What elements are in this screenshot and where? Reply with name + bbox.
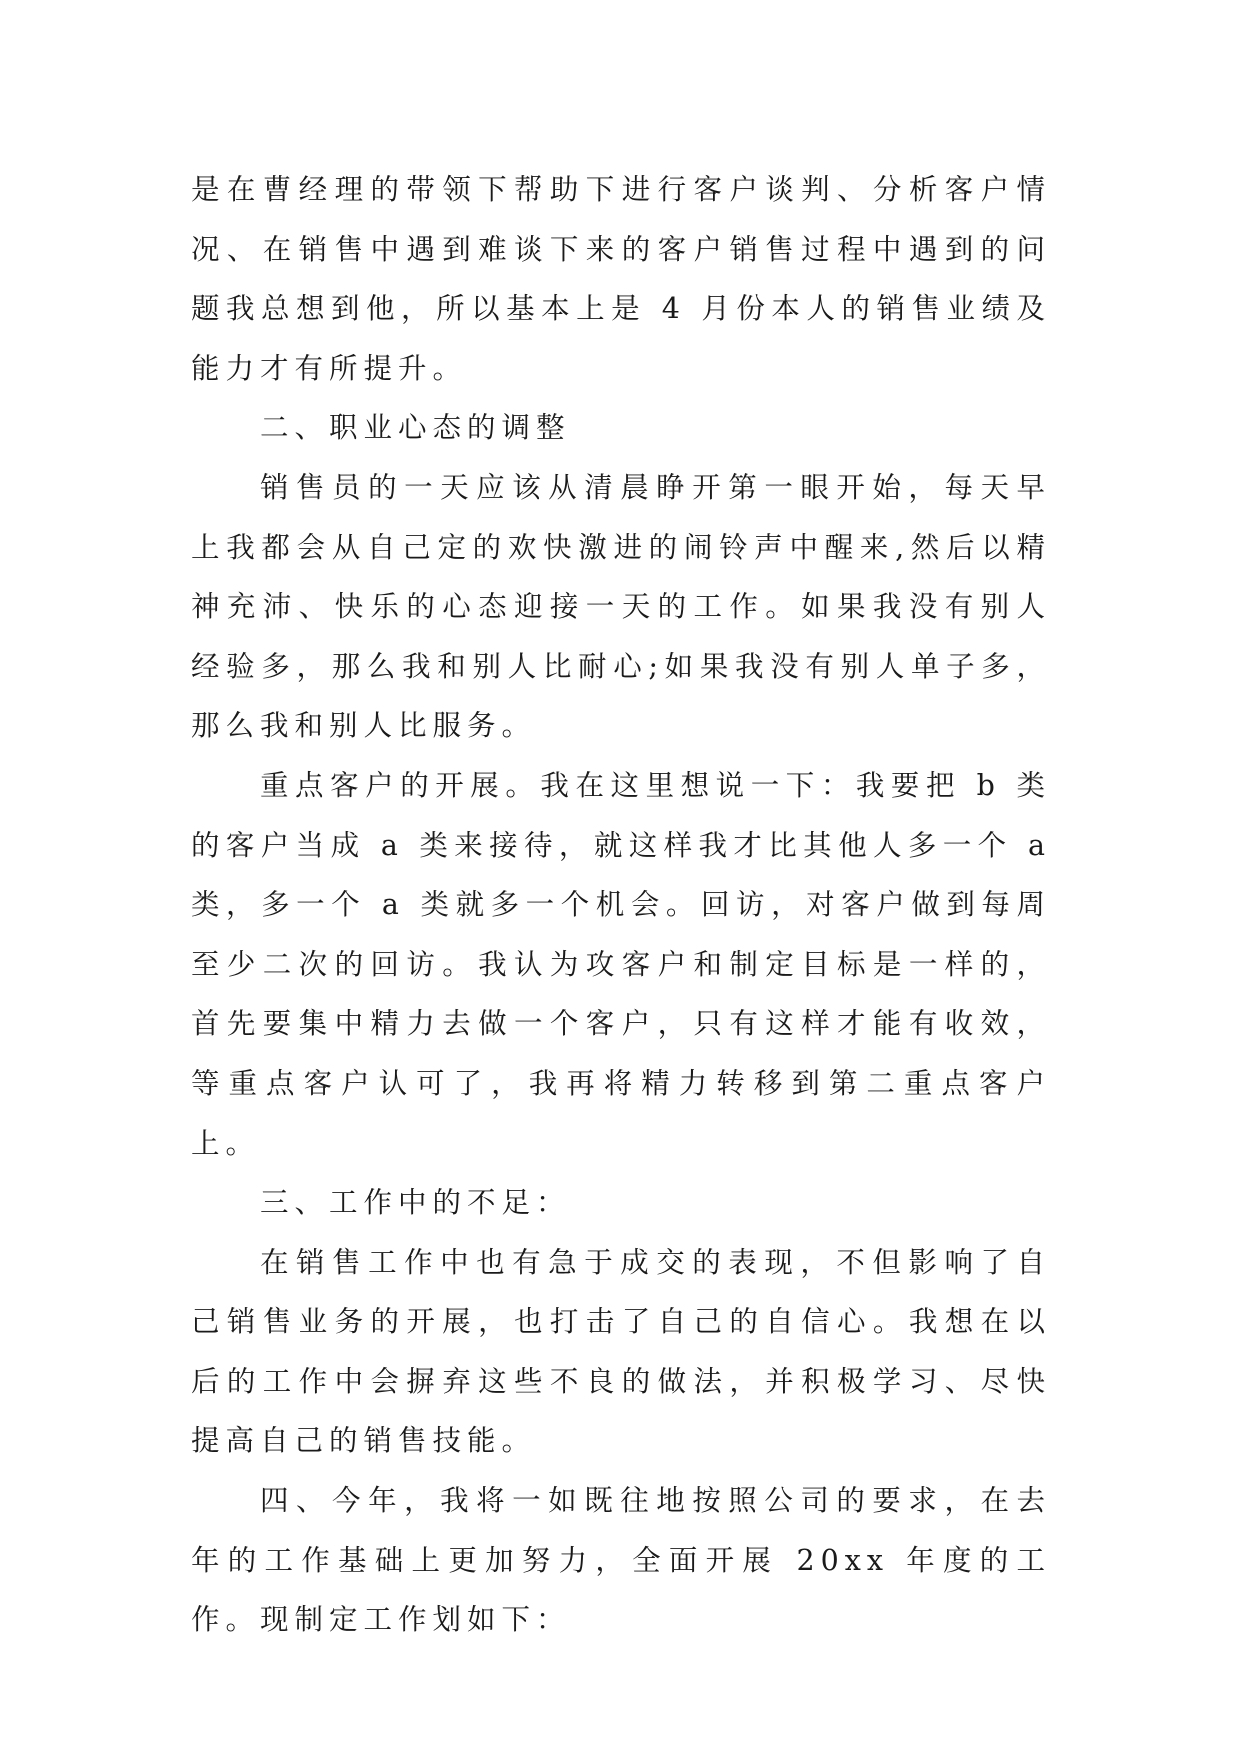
document-body — [191, 160, 1051, 1650]
paragraph-6: 在销售工作中也有急于成交的表现，不但影响了自己销售业务的开展，也打击了自己的自信心。我想在以后的工作中会摒弃这些不良的做法，并积极学习、尽快提高自己的销售技能。 — [191, 1245, 1051, 1458]
paragraph-1: 是在曹经理的带领下帮助下进行客户谈判、分析客户情况、在销售中遇到难谈下来的客户销售过程中遇到的问题我总想到他，所以基本上是 4 月份本人的销售业绩及能力才有所提升。 — [191, 173, 1051, 385]
section-heading-4: 四、今年，我将一如既往地按照公司的要求，在去年的工作基础上更加努力，全面开展 20xx 年度的工作。现制定工作划如下： — [191, 1484, 1051, 1637]
paragraph-3: 销售员的一天应该从清晨睁开第一眼开始，每天早上我都会从自己定的欢快激进的闹铃声中醒来,然后以精神充沛、快乐的心态迎接一天的工作。如果我没有别人经验多，那么我和别人比耐心;如果我没有别人单子多，那么我和别人比服务。 — [191, 470, 1051, 743]
paragraph-4: 重点客户的开展。我在这里想说一下：我要把 b 类的客户当成 a 类来接待，就这样我才比其他人多一个 a 类，多一个 a 类就多一个机会。回访，对客户做到每周至少二次的回访。我认为攻客户和制定目标是一样的，首先要集中精力去做一个客户，只有这样才能有收效，等重点客户认可了，我再将精力转移到第二重点客户上。 — [191, 768, 1051, 1160]
section-heading-2: 二、职业心态的调整 — [260, 411, 571, 445]
section-heading-3: 三、工作中的不足： — [260, 1186, 571, 1220]
